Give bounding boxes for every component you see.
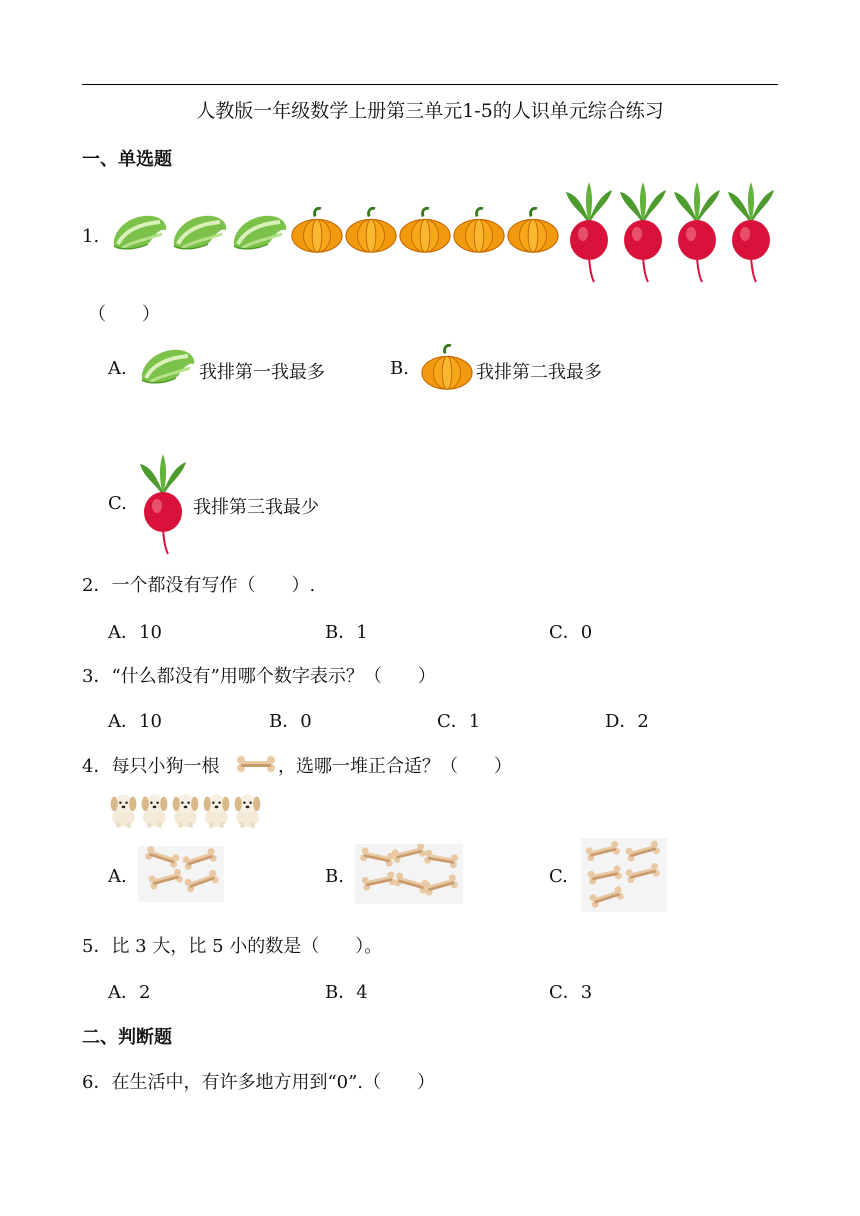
q3-option-b[interactable]: B．0 — [269, 711, 312, 732]
cabbage-icon — [138, 343, 198, 389]
q1-answer-blank: （ ） — [88, 304, 160, 325]
q6-stem: 6．在生活中，有许多地方用到“0”.（ ） — [82, 1072, 436, 1093]
q1-option-c-label[interactable]: C. — [108, 493, 127, 514]
radish-icon — [726, 180, 776, 284]
q1-option-c-text[interactable]: 我排第三我最少 — [193, 497, 319, 518]
q3-option-a[interactable]: A．10 — [108, 711, 162, 732]
q4-option-a-bones[interactable] — [138, 846, 224, 902]
pumpkin-icon — [420, 343, 474, 391]
q1-option-b-label[interactable]: B. — [390, 358, 409, 379]
q4-stem-start: 4．每只小狗一根 — [82, 756, 220, 777]
q4-stem-end: ，选哪一堆正合适？（ ） — [278, 756, 512, 777]
q1-option-a-label[interactable]: A. — [108, 358, 127, 379]
q1-option-a-text[interactable]: 我排第一我最多 — [199, 362, 325, 383]
header-rule — [82, 84, 778, 85]
radish-icon — [672, 180, 722, 284]
cabbage-icon — [110, 210, 170, 254]
q2-option-c[interactable]: C．0 — [549, 622, 593, 643]
puppy-icon — [201, 790, 232, 828]
puppy-icon — [170, 790, 201, 828]
q3-option-d[interactable]: D．2 — [605, 711, 649, 732]
q4-option-c-bones[interactable] — [581, 838, 667, 912]
pumpkin-icon — [290, 206, 344, 254]
q3-option-c[interactable]: C．1 — [437, 711, 481, 732]
page-title: 人教版一年级数学上册第三单元1-5的人识单元综合练习 — [196, 100, 664, 122]
q4-option-c-label[interactable]: C. — [549, 866, 568, 887]
q1-number: 1. — [82, 226, 100, 247]
radish-icon — [618, 180, 668, 284]
puppy-icon — [139, 790, 170, 828]
puppy-icon — [108, 790, 139, 828]
q4-option-b-bones[interactable] — [355, 844, 463, 904]
q4-option-a-label[interactable]: A. — [108, 866, 127, 887]
q2-option-a[interactable]: A．10 — [108, 622, 162, 643]
q2-option-b[interactable]: B．1 — [325, 622, 368, 643]
q1-vegetable-row — [110, 180, 776, 254]
q5-option-b[interactable]: B．4 — [325, 982, 368, 1003]
q4-option-b-label[interactable]: B. — [325, 866, 344, 887]
q5-option-c[interactable]: C．3 — [549, 982, 593, 1003]
cabbage-icon — [230, 210, 290, 254]
q2-stem: 2．一个都没有写作（ ）. — [82, 575, 316, 596]
cabbage-icon — [170, 210, 230, 254]
q1-option-b-text[interactable]: 我排第二我最多 — [476, 362, 602, 383]
section-true-false: 二、判断题 — [82, 1027, 172, 1048]
q4-puppy-row — [108, 790, 263, 828]
bone-icon — [236, 752, 276, 776]
pumpkin-icon — [506, 206, 560, 254]
section-single-choice: 一、单选题 — [82, 149, 172, 170]
pumpkin-icon — [452, 206, 506, 254]
pumpkin-icon — [398, 206, 452, 254]
q5-stem: 5．比 3 大，比 5 小的数是（ ）。 — [82, 936, 383, 957]
radish-icon — [138, 452, 188, 556]
puppy-icon — [232, 790, 263, 828]
pumpkin-icon — [344, 206, 398, 254]
q3-stem: 3．“什么都没有”用哪个数字表示？（ ） — [82, 666, 436, 687]
radish-icon — [564, 180, 614, 284]
q5-option-a[interactable]: A．2 — [108, 982, 151, 1003]
